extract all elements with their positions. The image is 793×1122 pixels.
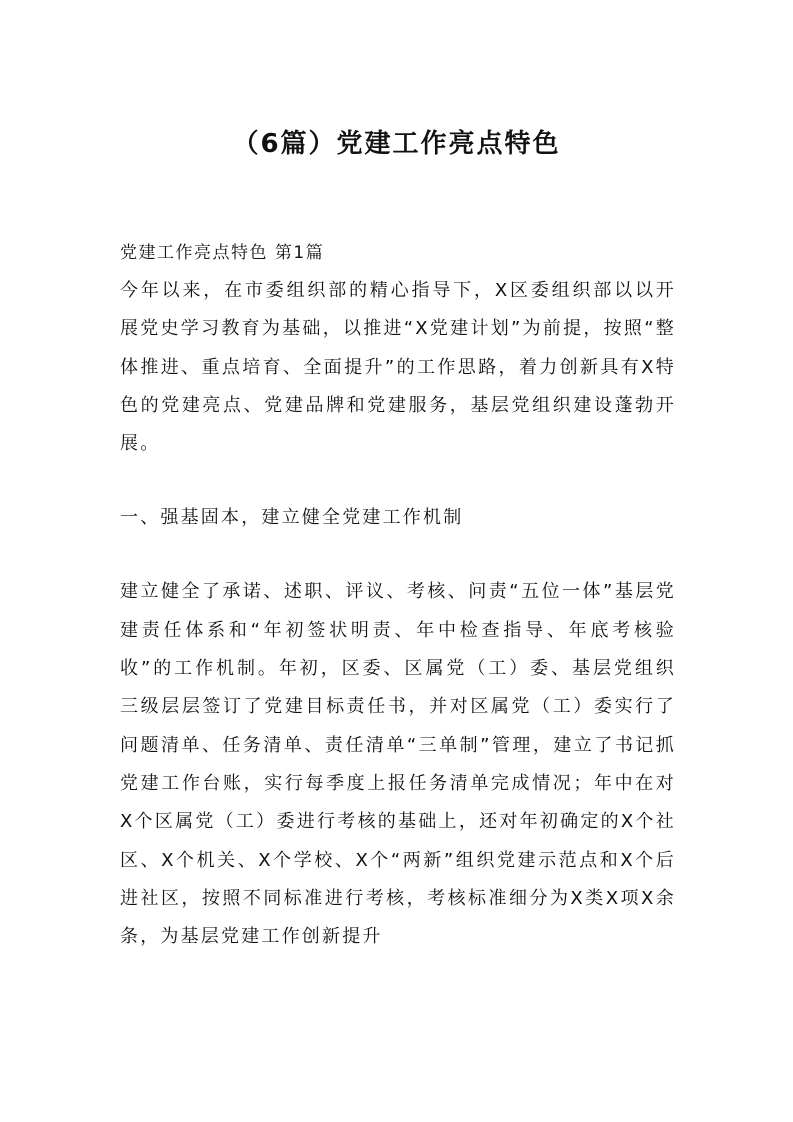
paragraph-spacer — [120, 537, 676, 573]
intro-paragraph: 今年以来，在市委组织部的精心指导下，X区委组织部以以开展党史学习教育为基础，以推进“X党建计划”为前提，按照“整体推进、重点培育、全面提升”的工作思路，着力创新具有X特色的党建亮点、党建品牌和党建服务，基层党组织建设蓬勃开展。 — [120, 280, 676, 455]
document-body — [120, 234, 676, 956]
body-paragraph: 建立健全了承诺、述职、评议、考核、问责“五位一体”基层党建责任体系和“年初签状明责、年中检查指导、年底考核验收”的工作机制。年初，区委、区属党（工）委、基层党组织三级层层签订了党建目标责任书，并对区属党（工）委实行了问题清单、任务清单、责任清单“三单制”管理，建立了书记抓党建工作台账，实行每季度上报任务清单完成情况；年中在对X个区属党（工）委进行考核的基础上，还对年初确定的X个社区、X个机关、X个学校、X个“两新”组织党建示范点和X个后进社区，按照不同标准进行考核，考核标准细分为X类X项X余条，为基层党建工作创新提升 — [120, 581, 676, 948]
paragraph-spacer — [120, 463, 676, 499]
document-title: （6篇）党建工作亮点特色 — [232, 129, 561, 159]
article-subtitle: 党建工作亮点特色 第1篇 — [120, 243, 325, 263]
section-heading: 一、强基固本，建立健全党建工作机制 — [120, 507, 464, 529]
